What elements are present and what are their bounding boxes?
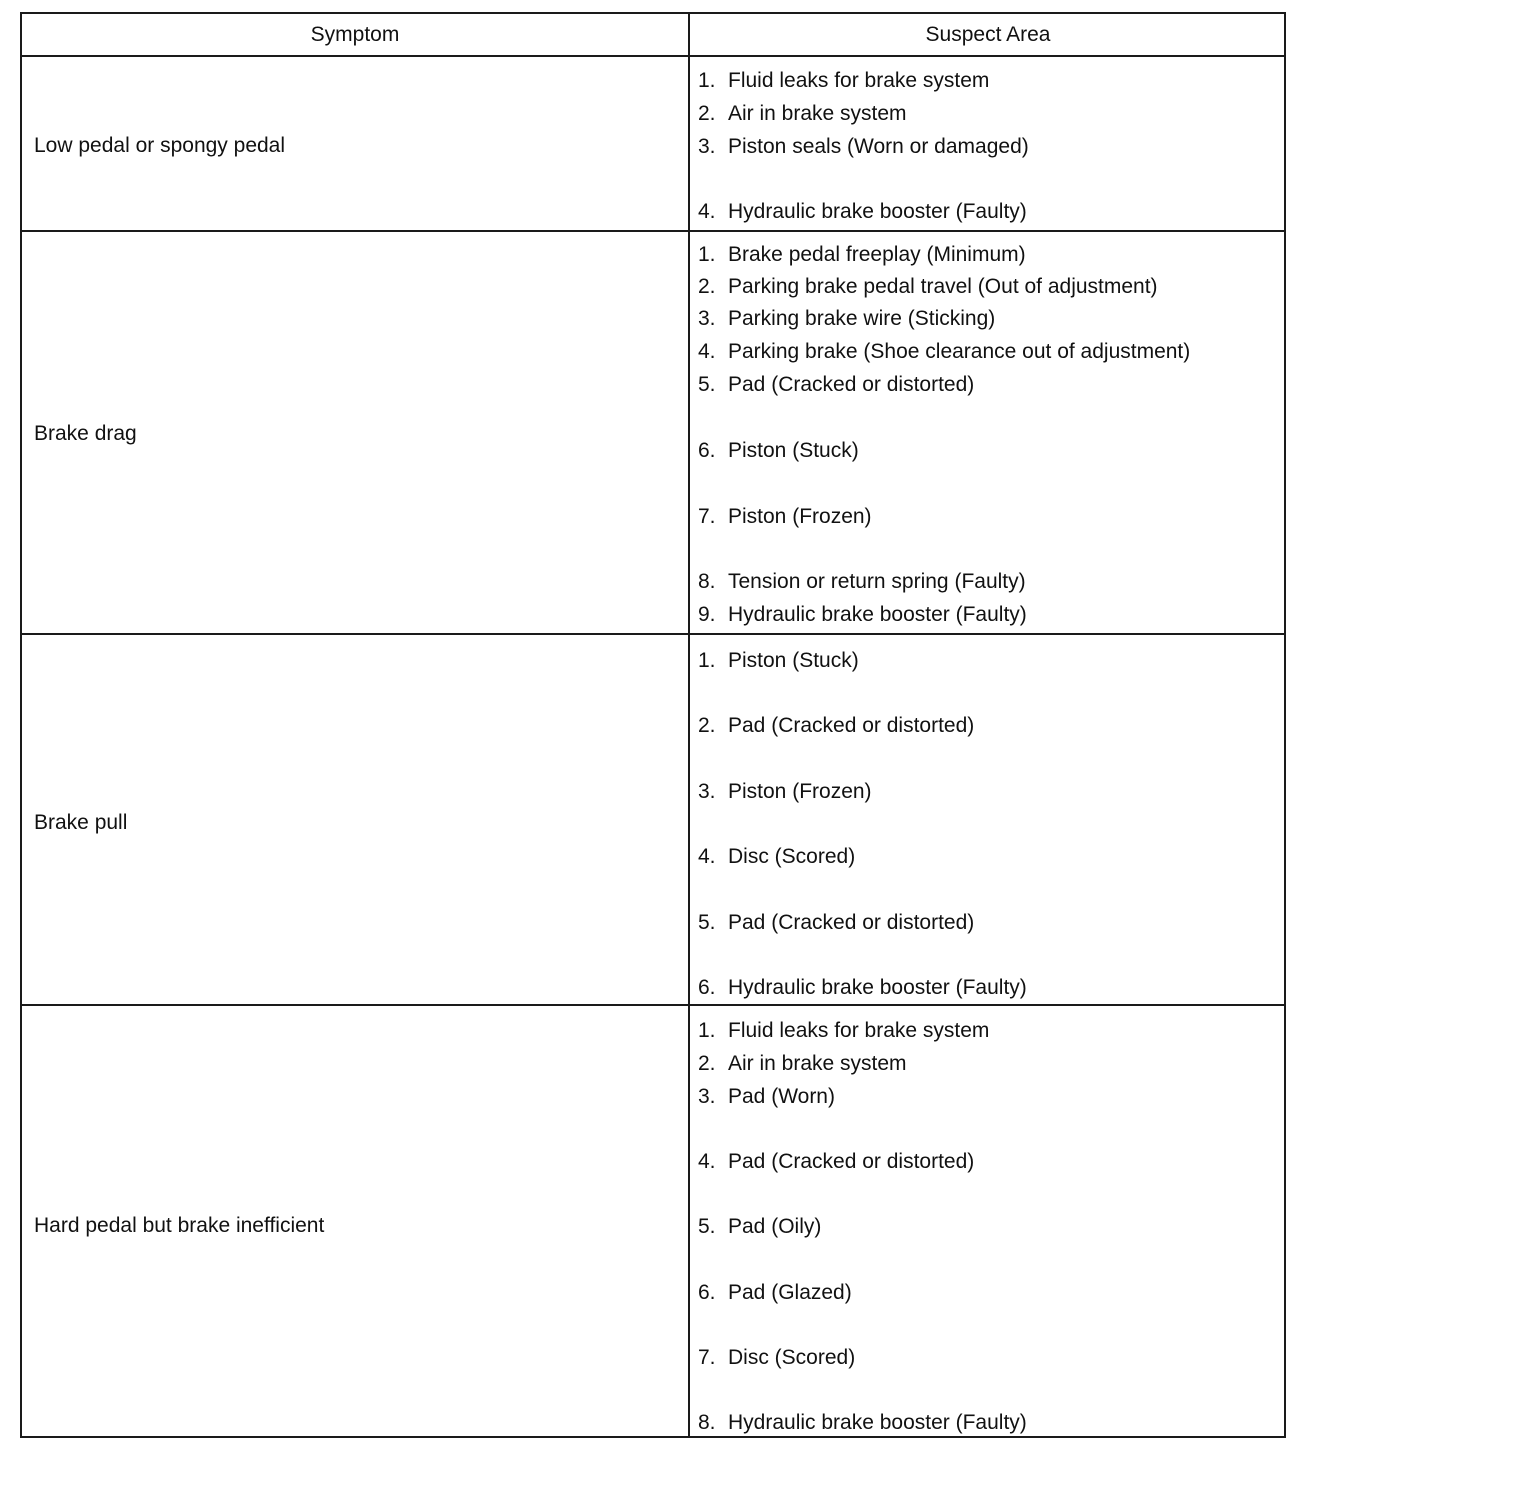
suspect-item: 5. Pad (Cracked or distorted): [698, 373, 975, 396]
suspect-item: 4. Disc (Scored): [698, 845, 856, 868]
symptom-cell: Brake drag: [34, 422, 137, 445]
header-symptom: Symptom: [310, 22, 400, 46]
symptom-cell: Low pedal or spongy pedal: [34, 134, 286, 157]
suspect-item: 7. Disc (Scored): [698, 1346, 856, 1369]
suspect-item: 2. Pad (Cracked or distorted): [698, 714, 975, 737]
suspect-item: 2. Parking brake pedal travel (Out of adjustment): [698, 275, 1158, 298]
suspect-item: 2. Air in brake system: [698, 102, 907, 125]
table-row-brake-pull: [22, 635, 1284, 1006]
suspect-item: 8. Hydraulic brake booster (Faulty): [698, 1411, 1027, 1434]
suspect-item: 4. Pad (Cracked or distorted): [698, 1150, 975, 1173]
header-suspect-area: Suspect Area: [925, 22, 1051, 46]
table-header-row: [22, 14, 1284, 57]
suspect-item: 7. Piston (Frozen): [698, 505, 872, 528]
suspect-item: 9. Hydraulic brake booster (Faulty): [698, 603, 1027, 626]
symptom-cell: Brake pull: [34, 811, 128, 834]
suspect-item: 5. Pad (Oily): [698, 1215, 822, 1238]
suspect-item: 6. Piston (Stuck): [698, 439, 859, 462]
table-row-brake-drag: [22, 232, 1284, 635]
suspect-item: 4. Parking brake (Shoe clearance out of adjustment): [698, 340, 1191, 363]
troubleshooting-table: [20, 12, 1286, 1438]
suspect-item: 8. Tension or return spring (Faulty): [698, 570, 1026, 593]
symptom-cell: Hard pedal but brake inefficient: [34, 1214, 325, 1237]
suspect-item: 1. Fluid leaks for brake system: [698, 69, 990, 92]
table-row-low-pedal: [22, 57, 1284, 232]
suspect-item: 4. Hydraulic brake booster (Faulty): [698, 200, 1027, 223]
suspect-item: 1. Fluid leaks for brake system: [698, 1019, 990, 1042]
suspect-item: 2. Air in brake system: [698, 1052, 907, 1075]
suspect-item: 3. Piston seals (Worn or damaged): [698, 135, 1029, 158]
suspect-item: 6. Hydraulic brake booster (Faulty): [698, 976, 1027, 999]
suspect-item: 3. Parking brake wire (Sticking): [698, 307, 996, 330]
suspect-item: 1. Piston (Stuck): [698, 649, 859, 672]
suspect-item: 3. Piston (Frozen): [698, 780, 872, 803]
suspect-item: 5. Pad (Cracked or distorted): [698, 911, 975, 934]
table-row-hard-pedal: [22, 1006, 1284, 1436]
suspect-item: 1. Brake pedal freeplay (Minimum): [698, 243, 1026, 266]
suspect-item: 6. Pad (Glazed): [698, 1281, 852, 1304]
suspect-item: 3. Pad (Worn): [698, 1085, 835, 1108]
